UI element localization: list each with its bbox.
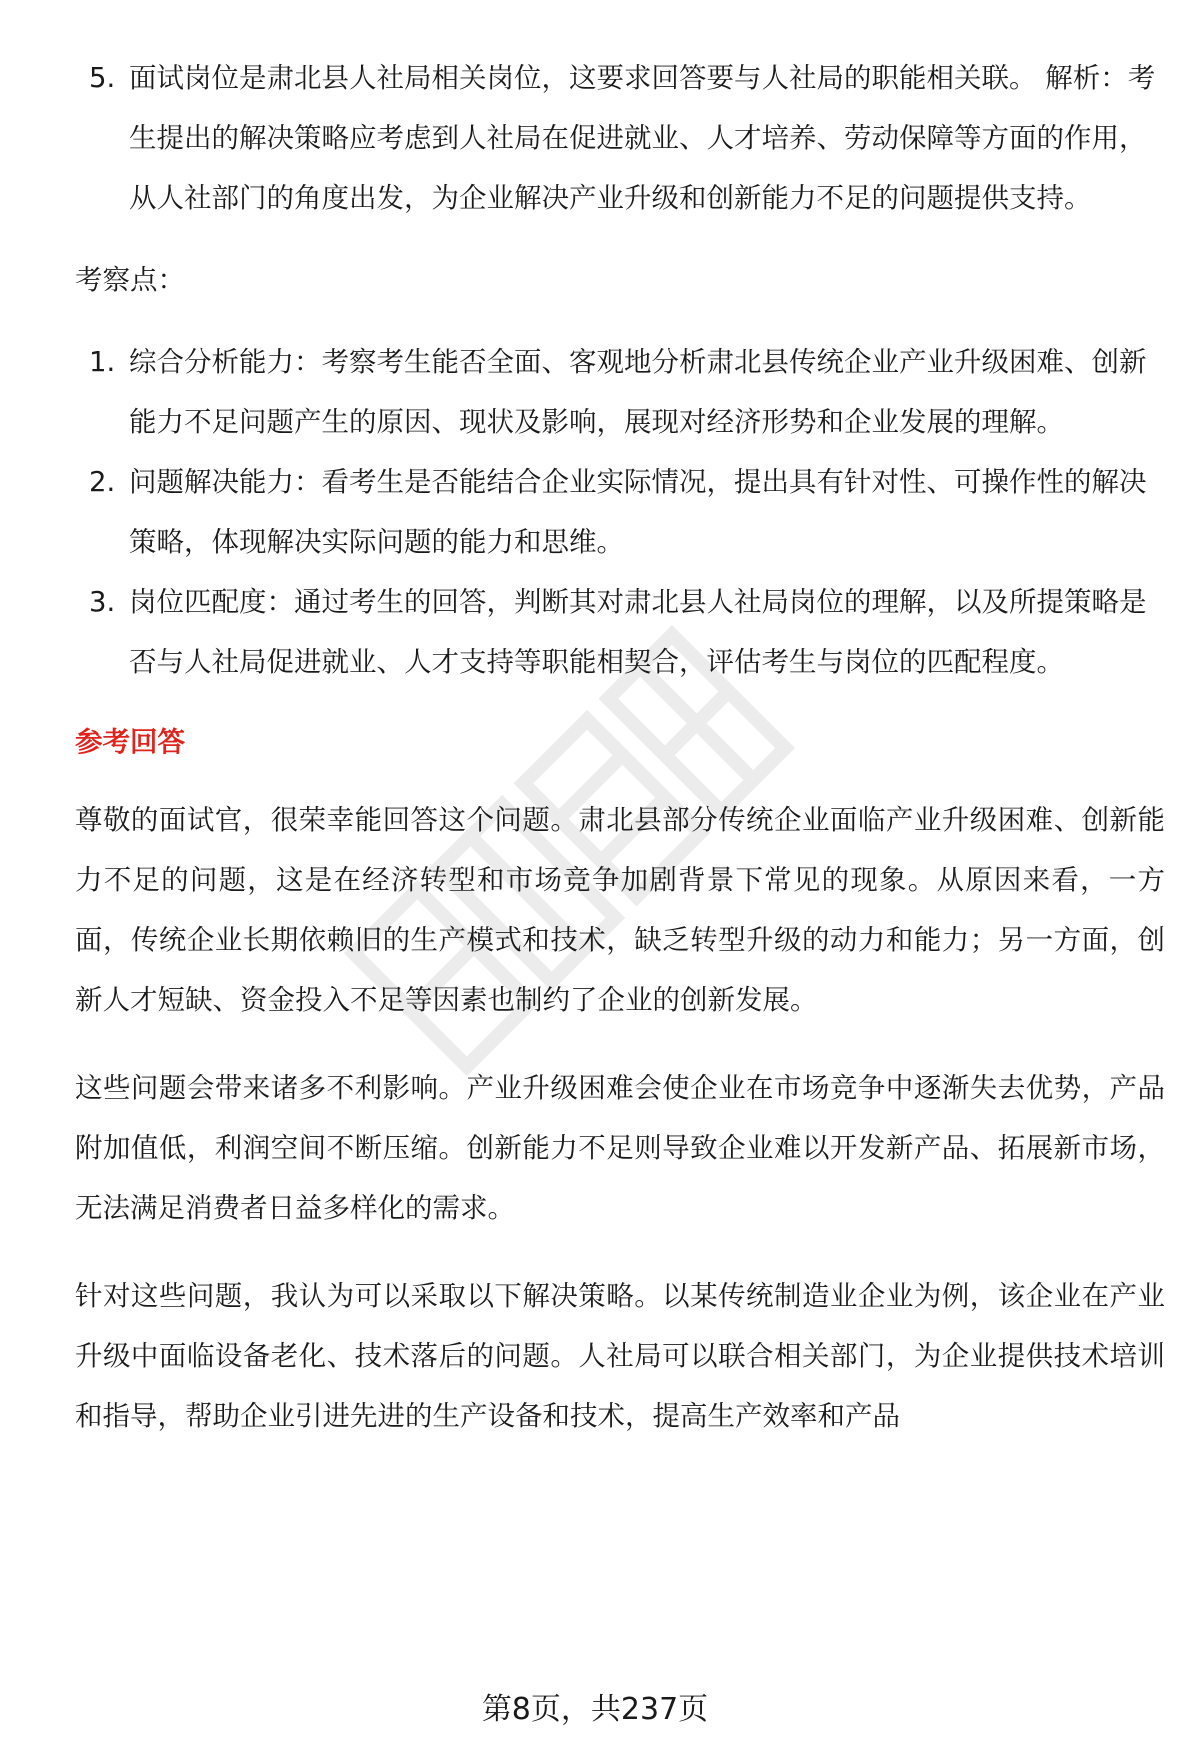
list-item-number: 3. xyxy=(89,586,116,618)
list-item xyxy=(75,48,1165,228)
answer-paragraph: 这些问题会带来诸多不利影响。产业升级困难会使企业在市场竞争中逐渐失去优势，产品附加值低，利润空间不断压缩。创新能力不足则导致企业难以开发新产品、拓展新市场，无法满足消费者日益多样化的需求。 xyxy=(75,1072,1165,1224)
list-item-number: 5. xyxy=(89,62,116,94)
list-item-number: 2. xyxy=(89,466,116,498)
list-item-text: 问题解决能力：看考生是否能结合企业实际情况，提出具有针对性、可操作性的解决策略，体现解决实际问题的能力和思维。 xyxy=(129,466,1147,558)
list-item-text: 岗位匹配度：通过考生的回答，判断其对肃北县人社局岗位的理解，以及所提策略是否与人社局促进就业、人才支持等职能相契合，评估考生与岗位的匹配程度。 xyxy=(129,586,1147,678)
list-item-text: 综合分析能力：考察考生能否全面、客观地分析肃北县传统企业产业升级困难、创新能力不足问题产生的原因、现状及影响，展现对经济形势和企业发展的理解。 xyxy=(129,346,1147,438)
list-item-text: 面试岗位是肃北县人社局相关岗位，这要求回答要与人社局的职能相关联。 解析：考生提出的解决策略应考虑到人社局在促进就业、人才培养、劳动保障等方面的作用，从人社部门的角度出发，为企业解决产业升级和创新能力不足的问题提供支持。 xyxy=(129,62,1156,214)
answer-paragraph: 针对这些问题，我认为可以采取以下解决策略。以某传统制造业企业为例，该企业在产业升级中面临设备老化、技术落后的问题。人社局可以联合相关部门，为企业提供技术培训和指导，帮助企业引进先进的生产设备和技术，提高生产效率和产品 xyxy=(75,1280,1165,1432)
list-item-number: 1. xyxy=(89,346,116,378)
top-list xyxy=(75,48,1165,228)
answer-paragraph: 尊敬的面试官，很荣幸能回答这个问题。肃北县部分传统企业面临产业升级困难、创新能力不足的问题，这是在经济转型和市场竞争加剧背景下常见的现象。从原因来看，一方面，传统企业长期依赖旧的生产模式和技术，缺乏转型升级的动力和能力；另一方面，创新人才短缺、资金投入不足等因素也制约了企业的创新发展。 xyxy=(75,804,1165,1016)
page-footer: 第8页，共237页 xyxy=(481,1692,709,1727)
document-body xyxy=(75,48,1165,1474)
list-item xyxy=(75,572,1165,692)
list-item xyxy=(75,332,1165,452)
points-list xyxy=(75,332,1165,692)
list-item xyxy=(75,452,1165,572)
answer-heading: 参考回答 xyxy=(75,726,185,758)
section-label: 考察点： xyxy=(75,264,185,296)
